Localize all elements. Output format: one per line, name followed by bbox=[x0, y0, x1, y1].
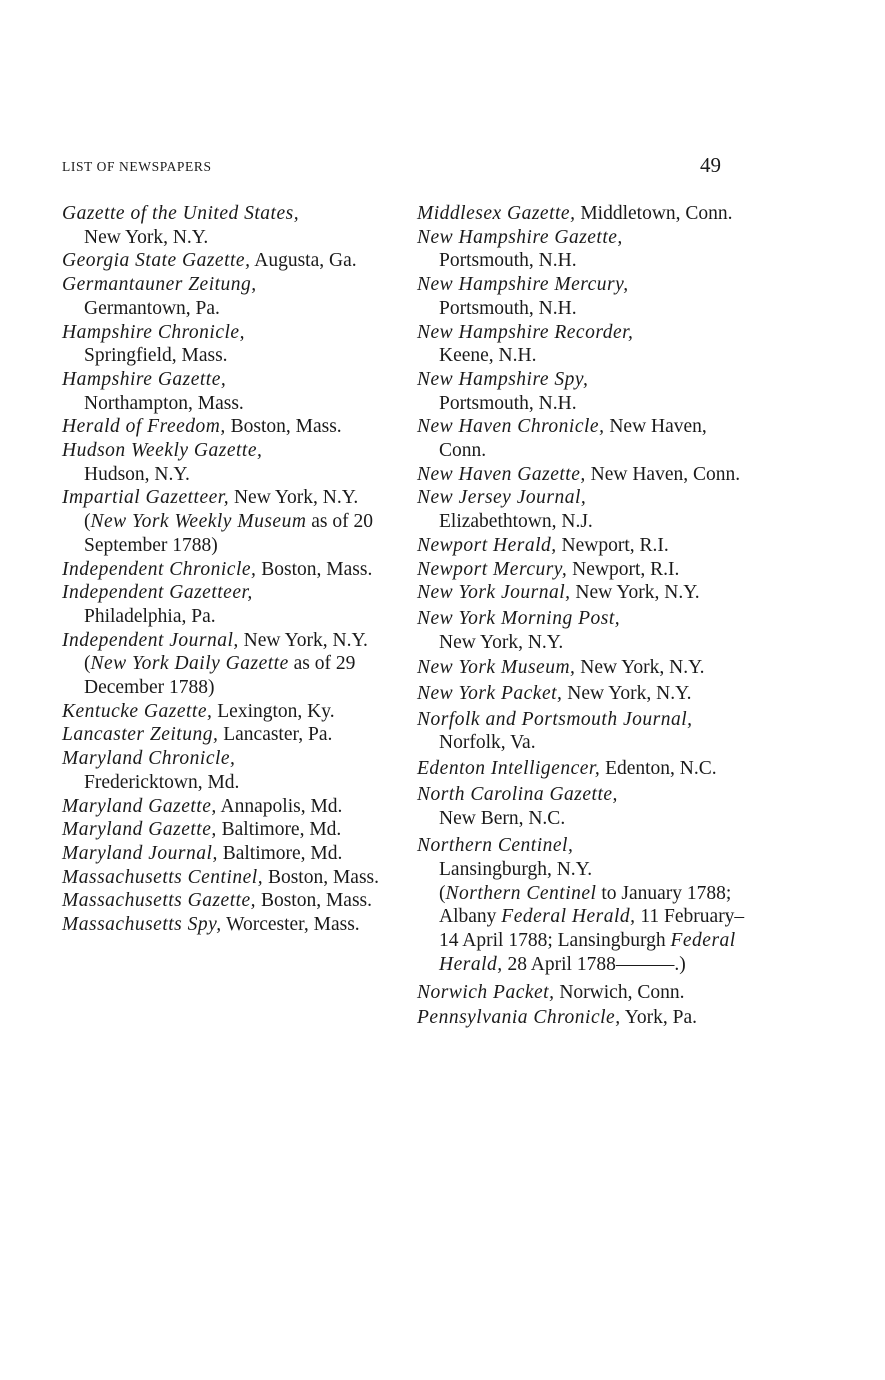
newspaper-entry bbox=[62, 486, 382, 557]
newspaper-entry bbox=[62, 439, 382, 486]
newspaper-title: Massachusetts Centinel, bbox=[62, 866, 264, 888]
newspaper-entry bbox=[62, 747, 382, 794]
newspaper-entry bbox=[62, 842, 382, 866]
newspaper-entry bbox=[417, 226, 747, 273]
newspaper-entry bbox=[62, 321, 382, 368]
newspaper-title: Massachusetts Gazette, bbox=[62, 890, 257, 912]
newspaper-place: Augusta, Ga. bbox=[254, 250, 357, 272]
newspaper-entry bbox=[417, 1006, 747, 1030]
newspaper-place: Portsmouth, N.H. bbox=[439, 250, 577, 272]
newspaper-entry bbox=[62, 913, 382, 937]
newspaper-place: Lansingburgh, N.Y. bbox=[439, 858, 593, 880]
newspaper-note-title: New York Weekly Museum bbox=[90, 511, 307, 533]
right-column bbox=[417, 202, 747, 1030]
newspaper-note-title: New York Daily Gazette bbox=[90, 653, 289, 675]
newspaper-place: New York, N.Y. bbox=[243, 629, 368, 651]
newspaper-title: Maryland Journal, bbox=[62, 842, 218, 864]
newspaper-entry bbox=[62, 273, 382, 320]
running-header: LIST OF NEWSPAPERS bbox=[62, 159, 212, 174]
newspaper-entry bbox=[62, 700, 382, 724]
newspaper-title: Newport Mercury, bbox=[417, 558, 568, 580]
newspaper-place: Philadelphia, Pa. bbox=[84, 605, 216, 627]
newspaper-entry bbox=[62, 629, 382, 700]
newspaper-entry bbox=[62, 866, 382, 890]
newspaper-entry bbox=[62, 202, 382, 249]
newspaper-place: New York, N.Y. bbox=[567, 683, 692, 705]
newspaper-place: New York, N.Y. bbox=[439, 631, 564, 653]
newspaper-entry bbox=[417, 656, 747, 680]
newspaper-entry bbox=[417, 368, 747, 415]
newspaper-place: Boston, Mass. bbox=[260, 890, 372, 912]
newspaper-title: Independent Journal, bbox=[62, 629, 239, 651]
newspaper-title: Norwich Packet, bbox=[417, 981, 555, 1003]
newspaper-entry bbox=[417, 708, 747, 755]
newspaper-entry bbox=[62, 581, 382, 628]
newspaper-entry bbox=[417, 981, 747, 1005]
newspaper-place: Middletown, Conn. bbox=[580, 203, 733, 224]
newspaper-entry bbox=[62, 818, 382, 842]
newspaper-entry bbox=[417, 321, 747, 368]
newspaper-place: Elizabethtown, N.J. bbox=[439, 511, 593, 533]
newspaper-note-title: Northern Centinel bbox=[445, 882, 597, 904]
newspaper-place: New Bern, N.C. bbox=[439, 807, 566, 829]
newspaper-place: Boston, Mass. bbox=[267, 866, 380, 888]
newspaper-title: New York Museum, bbox=[417, 657, 576, 679]
newspaper-title: Northern Centinel, bbox=[417, 835, 574, 857]
newspaper-note: (Northern Centinel to January 1788; Albany Federal Herald, 11 February–14 April 1788; Lansingburgh Federal Herald, 28 April 1788———.) bbox=[439, 882, 745, 975]
newspaper-place: Portsmouth, N.H. bbox=[439, 297, 577, 319]
newspaper-title: Hudson Weekly Gazette, bbox=[62, 440, 263, 462]
newspaper-title: Georgia State Gazette, bbox=[62, 250, 251, 272]
newspaper-title: Herald of Freedom, bbox=[62, 416, 226, 438]
newspaper-title: New Hampshire Recorder, bbox=[417, 321, 634, 343]
newspaper-place: Portsmouth, N.H. bbox=[439, 392, 577, 414]
page-number: 49 bbox=[700, 153, 721, 177]
newspaper-title: Gazette of the United States, bbox=[62, 203, 300, 224]
newspaper-place: Baltimore, Md. bbox=[222, 842, 343, 864]
newspaper-title: Impartial Gazetteer, bbox=[62, 487, 230, 509]
newspaper-title: Independent Gazetteer, bbox=[62, 582, 253, 604]
newspaper-title: New York Journal, bbox=[417, 582, 571, 604]
newspaper-title: Hampshire Gazette, bbox=[62, 368, 227, 390]
newspaper-title: Newport Herald, bbox=[417, 534, 557, 556]
newspaper-entry bbox=[62, 723, 382, 747]
newspaper-entry bbox=[62, 889, 382, 913]
newspaper-place: Norwich, Conn. bbox=[559, 981, 685, 1003]
left-column bbox=[62, 202, 382, 937]
newspaper-place: York, Pa. bbox=[624, 1007, 697, 1029]
newspaper-title: Independent Chronicle, bbox=[62, 558, 257, 580]
newspaper-place: Edenton, N.C. bbox=[605, 758, 717, 780]
newspaper-note-title: Federal Herald, bbox=[439, 930, 736, 975]
newspaper-entry bbox=[417, 534, 747, 558]
newspaper-title: New Hampshire Gazette, bbox=[417, 226, 623, 248]
newspaper-place: Hudson, N.Y. bbox=[84, 463, 190, 485]
newspaper-place: Boston, Mass. bbox=[261, 558, 373, 580]
newspaper-entry bbox=[417, 834, 747, 976]
newspaper-entry bbox=[417, 273, 747, 320]
newspaper-entry bbox=[417, 486, 747, 533]
newspaper-place: Baltimore, Md. bbox=[221, 819, 342, 841]
newspaper-entry bbox=[62, 368, 382, 415]
newspaper-place: Keene, N.H. bbox=[439, 345, 537, 367]
newspaper-place: Lexington, Ky. bbox=[217, 700, 335, 722]
newspaper-title: New Hampshire Mercury, bbox=[417, 274, 629, 296]
newspaper-entry bbox=[417, 783, 747, 830]
newspaper-place: Lancaster, Pa. bbox=[223, 724, 333, 746]
newspaper-title: Kentucke Gazette, bbox=[62, 700, 213, 722]
newspaper-entry bbox=[417, 202, 747, 226]
newspaper-title: Maryland Gazette, bbox=[62, 795, 217, 817]
newspaper-place: New York, N.Y. bbox=[233, 487, 359, 509]
newspaper-entry bbox=[62, 795, 382, 819]
newspaper-title: New Hampshire Spy, bbox=[417, 368, 589, 390]
newspaper-place: Springfield, Mass. bbox=[84, 345, 228, 367]
newspaper-place: Newport, R.I. bbox=[572, 558, 680, 580]
newspaper-place: New York, N.Y. bbox=[575, 582, 700, 604]
newspaper-title: New York Packet, bbox=[417, 683, 563, 705]
newspaper-entry bbox=[417, 463, 747, 487]
newspaper-place: New Haven, Conn. bbox=[590, 463, 741, 485]
newspaper-place: New York, N.Y. bbox=[580, 657, 705, 679]
newspaper-place: Germantown, Pa. bbox=[84, 297, 220, 319]
newspaper-note-title: Federal Herald, bbox=[501, 906, 636, 928]
newspaper-place: Annapolis, Md. bbox=[220, 795, 343, 817]
newspaper-place: Fredericktown, Md. bbox=[84, 771, 240, 793]
newspaper-entry bbox=[417, 558, 747, 582]
newspaper-place: Northampton, Mass. bbox=[84, 392, 244, 414]
newspaper-entry bbox=[417, 757, 747, 781]
newspaper-title: Lancaster Zeitung, bbox=[62, 724, 219, 746]
newspaper-title: Pennsylvania Chronicle, bbox=[417, 1007, 621, 1029]
newspaper-entry bbox=[417, 607, 747, 654]
newspaper-entry bbox=[417, 682, 747, 706]
newspaper-title: North Carolina Gazette, bbox=[417, 783, 618, 805]
newspaper-title: Maryland Chronicle, bbox=[62, 748, 236, 770]
newspaper-title: New Jersey Journal, bbox=[417, 487, 587, 509]
newspaper-title: New York Morning Post, bbox=[417, 607, 621, 629]
newspaper-note: (New York Daily Gazette as of 29 December 1788) bbox=[84, 653, 356, 699]
newspaper-title: Germantauner Zeitung, bbox=[62, 274, 257, 296]
newspaper-title: Maryland Gazette, bbox=[62, 819, 217, 841]
newspaper-title: Massachusetts Spy, bbox=[62, 914, 222, 936]
newspaper-place: New Haven, Conn. bbox=[439, 416, 707, 462]
newspaper-place: Boston, Mass. bbox=[230, 416, 342, 438]
newspaper-place: Newport, R.I. bbox=[561, 534, 669, 556]
newspaper-place: New York, N.Y. bbox=[84, 226, 209, 248]
newspaper-entry bbox=[62, 249, 382, 273]
newspaper-title: New Haven Chronicle, bbox=[417, 416, 605, 438]
newspaper-title: Hampshire Chronicle, bbox=[62, 321, 245, 343]
newspaper-title: New Haven Gazette, bbox=[417, 463, 586, 485]
newspaper-note: (New York Weekly Museum as of 20 September 1788) bbox=[84, 511, 374, 556]
newspaper-entry bbox=[62, 558, 382, 582]
newspaper-title: Edenton Intelligencer, bbox=[417, 758, 601, 780]
newspaper-place: Worcester, Mass. bbox=[226, 914, 360, 936]
newspaper-entry bbox=[417, 415, 747, 462]
newspaper-entry bbox=[62, 415, 382, 439]
newspaper-entry bbox=[417, 581, 747, 605]
newspaper-title: Middlesex Gazette, bbox=[417, 203, 576, 224]
newspaper-place: Norfolk, Va. bbox=[439, 732, 536, 754]
newspaper-title: Norfolk and Portsmouth Journal, bbox=[417, 708, 693, 730]
